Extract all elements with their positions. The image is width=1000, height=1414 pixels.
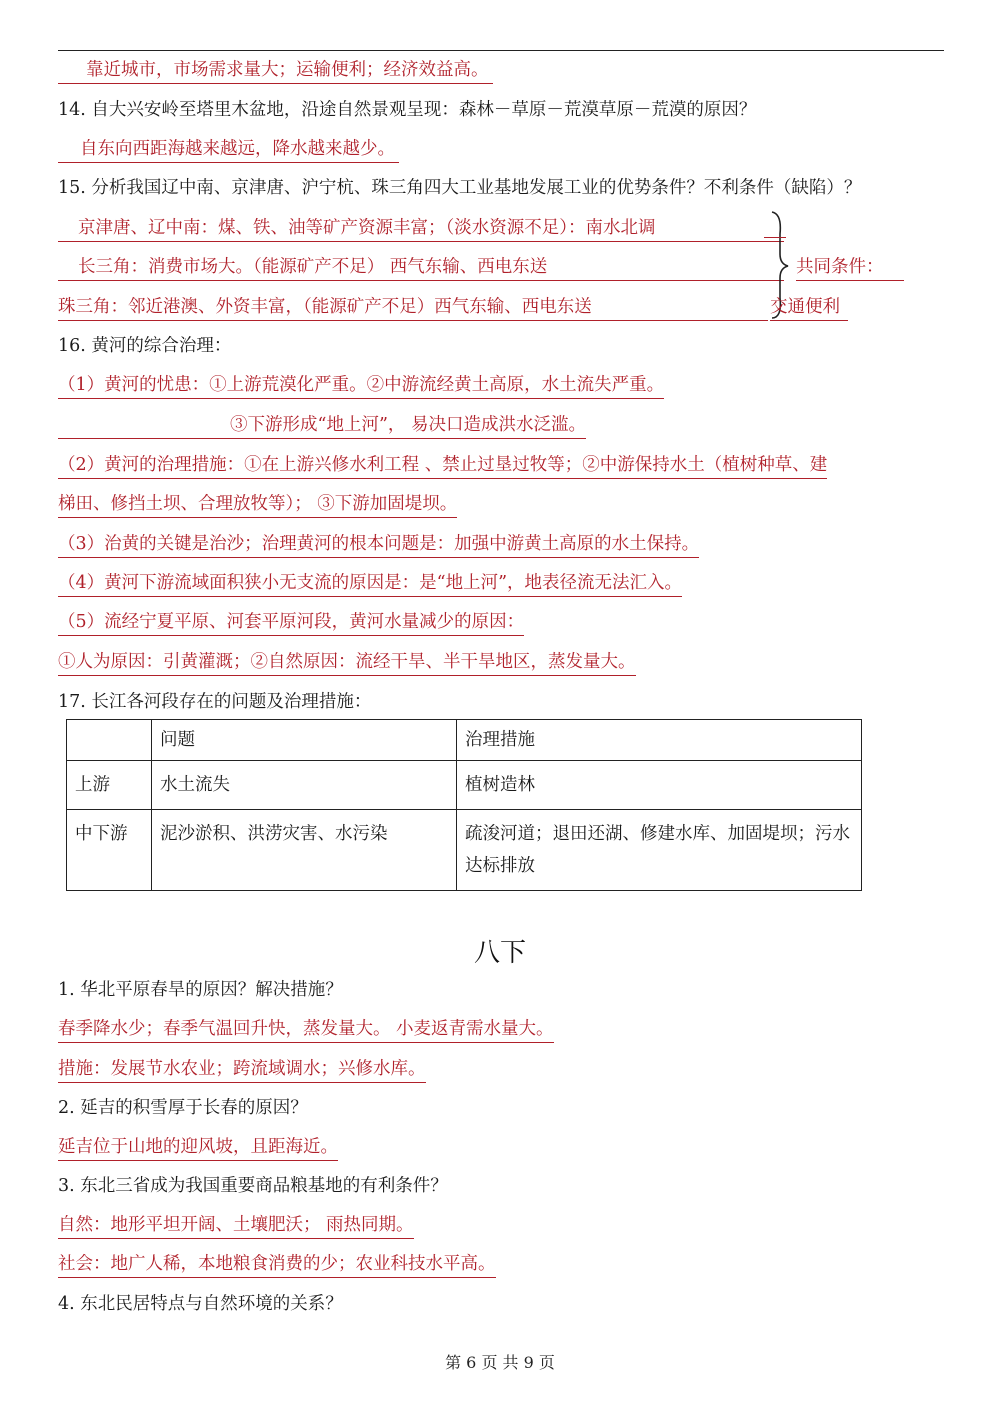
- yangtze-table: [66, 719, 862, 891]
- answer-16-4: （4）黄河下游流域面积狭小无支流的原因是：是“地上河”，地表径流无法汇入。: [58, 571, 682, 597]
- question-16: 16. 黄河的综合治理：: [58, 336, 232, 356]
- section-title: 八下: [473, 938, 526, 968]
- table-cell-measure: 植树造林: [457, 761, 862, 810]
- question-15: 15. 分析我国辽中南、京津唐、沪宁杭、珠三角四大工业基地发展工业的优势条件？不利条件（缺陷）？: [58, 178, 862, 198]
- table-cell-section: 中下游: [67, 810, 152, 891]
- answer-p2-3a: 自然：地形平坦开阔、土壤肥沃； 雨热同期。: [58, 1213, 414, 1239]
- table-cell-measure: 疏浚河道；退田还湖、修建水库、加固堤坝；污水达标排放: [457, 810, 862, 891]
- question-p2-3: 3. 东北三省成为我国重要商品粮基地的有利条件？: [58, 1176, 448, 1196]
- table-cell-problem: 泥沙淤积、洪涝灾害、水污染: [152, 810, 457, 891]
- answer-15-line3: 珠三角：邻近港澳、外资丰富，（能源矿产不足）西气东输、西电东送: [58, 295, 768, 321]
- table-header-cell: 治理措施: [457, 720, 862, 761]
- common-condition-value: 交通便利: [770, 295, 848, 321]
- answer-16-1b: ③下游形成“地上河”， 易决口造成洪水泛滥。: [58, 413, 586, 439]
- question-14: 14. 自大兴安岭至塔里木盆地，沿途自然景观呈现：森林－草原－荒漠草原－荒漠的原因？: [58, 100, 757, 120]
- question-p2-2: 2. 延吉的积雪厚于长春的原因？: [58, 1098, 308, 1118]
- answer-15-line2: 长三角：消费市场大。（能源矿产不足） 西气东输、西电东送: [58, 255, 784, 281]
- answer-16-2b: 梯田、修挡土坝、合理放牧等）； ③下游加固堤坝。: [58, 492, 457, 518]
- answer-p2-3b: 社会：地广人稀，本地粮食消费的少；农业科技水平高。: [58, 1252, 496, 1278]
- answer-16-3: （3）治黄的关键是治沙；治理黄河的根本问题是：加强中游黄土高原的水土保持。: [58, 532, 699, 558]
- answer-16-1: （1）黄河的忧患：①上游荒漠化严重。②中游流经黄土高原，水土流失严重。: [58, 373, 664, 399]
- answer-16-5b: ①人为原因：引黄灌溉；②自然原因：流经干旱、半干旱地区，蒸发量大。: [58, 650, 636, 676]
- answer-15-line1: 京津唐、辽中南：煤、铁、油等矿产资源丰富；（淡水资源不足）：南水北调: [58, 216, 784, 242]
- question-17: 17. 长江各河段存在的问题及治理措施：: [58, 692, 372, 712]
- answer-line: 靠近城市，市场需求量大；运输便利；经济效益高。: [58, 58, 493, 84]
- answer-p2-1a: 春季降水少；春季气温回升快，蒸发量大。 小麦返青需水量大。: [58, 1017, 554, 1043]
- table-cell-problem: 水土流失: [152, 761, 457, 810]
- brace-underline: [764, 237, 786, 238]
- top-rule: [58, 50, 944, 51]
- table-row: [67, 761, 862, 810]
- answer-16-2: （2）黄河的治理措施：①在上游兴修水利工程 、禁止过垦过牧等；②中游保持水土（植树种草、建: [58, 453, 827, 479]
- table-cell-section: 上游: [67, 761, 152, 810]
- answer-14: 自东向西距海越来越远，降水越来越少。: [58, 137, 399, 163]
- page-footer: 第 6 页 共 9 页: [445, 1353, 555, 1372]
- table-header-cell: 问题: [152, 720, 457, 761]
- answer-p2-1b: 措施：发展节水农业；跨流域调水；兴修水库。: [58, 1057, 426, 1083]
- answer-16-5: （5）流经宁夏平原、河套平原河段，黄河水量减少的原因：: [58, 610, 524, 636]
- table-row: [67, 810, 862, 891]
- question-p2-4: 4. 东北民居特点与自然环境的关系？: [58, 1294, 343, 1314]
- answer-p2-2: 延吉位于山地的迎风坡，且距海近。: [58, 1135, 338, 1161]
- common-condition-label: 共同条件：: [796, 255, 904, 281]
- table-header-cell: [67, 720, 152, 761]
- table-header-row: [67, 720, 862, 761]
- question-p2-1: 1. 华北平原春旱的原因？解决措施？: [58, 980, 343, 1000]
